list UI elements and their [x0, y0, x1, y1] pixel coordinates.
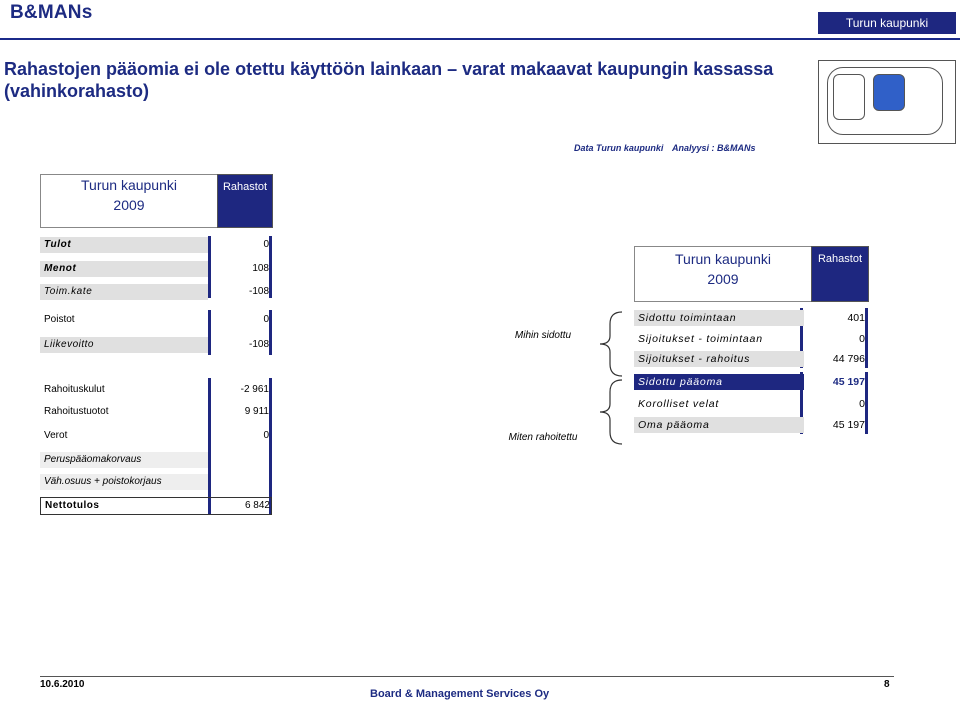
brand-logo: B&MANs: [10, 2, 93, 23]
left-value-column: [208, 378, 272, 515]
lower-brace: [600, 380, 622, 444]
investments-financing-row: Sijoitukset - rahoitus 44 796: [634, 351, 868, 367]
left-city: Turun kaupunki: [81, 177, 177, 193]
left-panel-header: [40, 174, 272, 228]
interest-bearing-debt-row: Korolliset velat 0: [638, 398, 865, 410]
right-city: Turun kaupunki: [675, 251, 771, 267]
source-data: Data Turun kaupunki: [574, 143, 664, 153]
equity-row: Oma pääoma 45 197: [634, 417, 868, 433]
right-tag: Rahastot: [811, 246, 869, 302]
right-year: 2009: [707, 271, 739, 287]
taxes-row: Verot 0: [44, 430, 269, 441]
operating-profit-row: Liikevoitto -108: [40, 337, 272, 353]
minority-adjustment-row: Väh.osuus + poistokorjaus: [40, 474, 272, 490]
how-financed-label: Miten rahoitettu: [508, 432, 578, 443]
bound-operations-row: Sidottu toimintaan 401: [634, 310, 868, 326]
page-number: 8: [884, 679, 890, 690]
footer-divider: [40, 676, 894, 677]
capital-compensation-row: Peruspääomakorvaus: [40, 452, 272, 468]
operating-margin-row: Toim.kate -108: [40, 284, 272, 300]
investments-operations-row: Sijoitukset - toimintaan 0: [638, 333, 865, 345]
net-result-row: Nettotulos 6 842: [40, 497, 272, 515]
footer-company: Board & Management Services Oy: [370, 688, 550, 700]
upper-brace: [600, 312, 622, 376]
where-bound-label: Mihin sidottu: [514, 330, 572, 341]
depreciation-row: Poistot 0: [44, 314, 269, 325]
footer-date: 10.6.2010: [40, 679, 85, 690]
structure-diagram-icon: [818, 60, 956, 144]
left-year: 2009: [113, 197, 145, 213]
income-row: Tulot 0: [40, 237, 272, 253]
header-tab: Turun kaupunki: [818, 12, 956, 34]
left-tag: Rahastot: [217, 174, 273, 228]
page-title: Rahastojen pääomia ei ole otettu käyttöön lainkaan – varat makaavat kaupungin kassassa (vahinkorahasto): [4, 59, 774, 101]
financial-expenses-row: Rahoituskulut -2 961: [44, 384, 269, 395]
bound-capital-row: Sidottu pääoma 45 197: [634, 374, 868, 390]
right-panel-header: [634, 246, 868, 302]
header-divider: [0, 38, 960, 40]
brace-shapes: [596, 310, 628, 446]
expense-row: Menot 108: [40, 261, 272, 277]
financial-income-row: Rahoitustuotot 9 911: [44, 406, 269, 417]
source-analysis: Analyysi : B&MANs: [672, 143, 756, 153]
